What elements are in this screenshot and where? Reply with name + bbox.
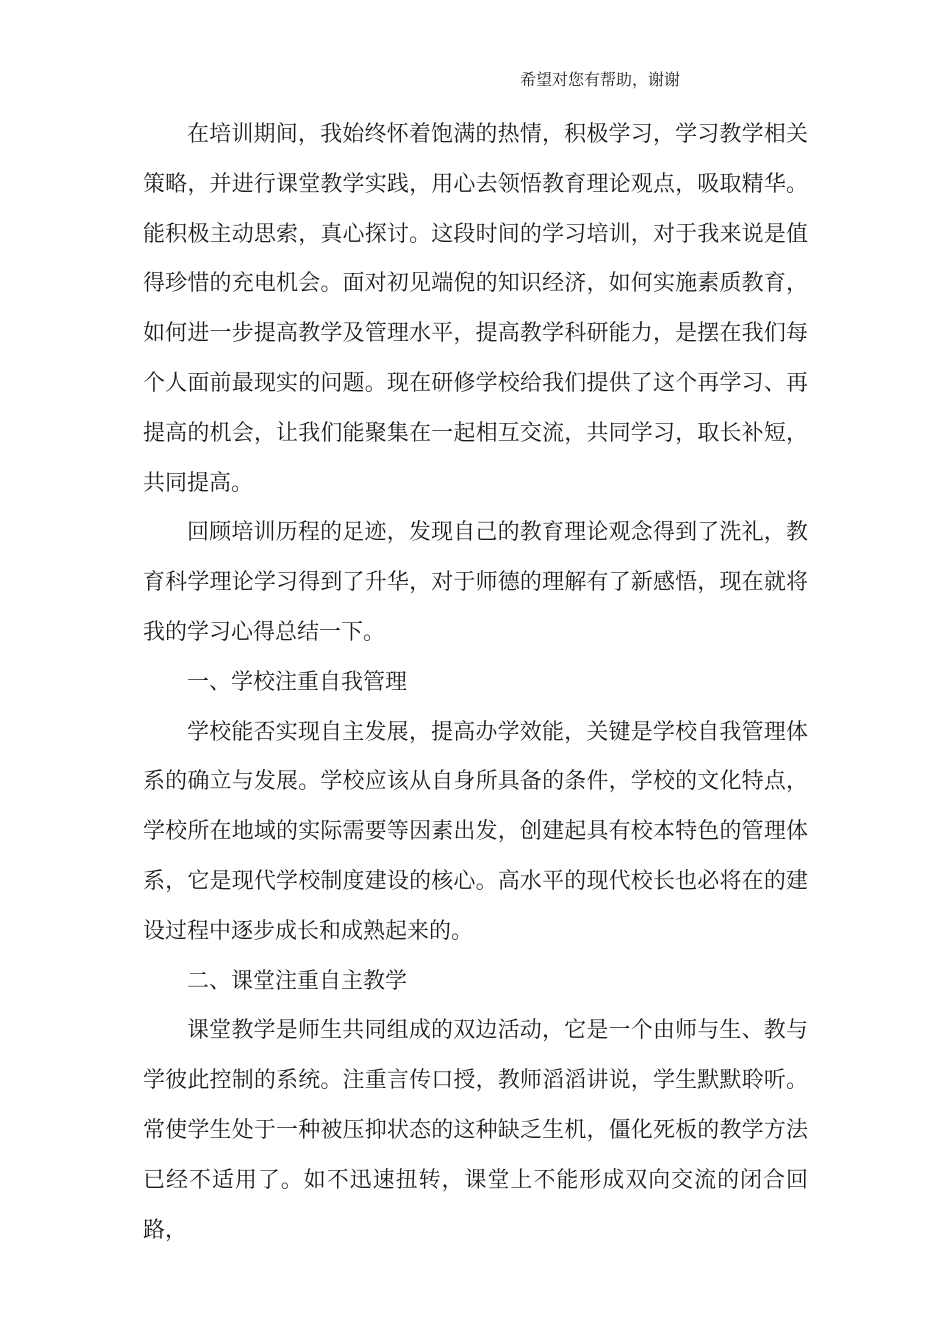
header-note: 希望对您有帮助，谢谢 <box>520 70 681 89</box>
paragraph-self-management: 学校能否实现自主发展，提高办学效能，关键是学校自我管理体系的确立与发展。学校应该从自身所具备的条件，学校的文化特点，学校所在地域的实际需要等因素出发，创建起具有校本特色的管理体系，它是现代学校制度建设的核心。高水平的现代校长也必将在的建设过程中逐步成长和成熟起来的。 <box>143 719 808 944</box>
section-heading-self-management: 一、学校注重自我管理 <box>187 669 408 695</box>
paragraph-training-period: 在培训期间，我始终怀着饱满的热情，积极学习，学习教学相关策略，并进行课堂教学实践，用心去领悟教育理论观点，吸取精华。能积极主动思索，真心探讨。这段时间的学习培训，对于我来说是值得珍惜的充电机会。面对初见端倪的知识经济，如何实施素质教育，如何进一步提高教学及管理水平，提高教学科研能力，是摆在我们每个人面前最现实的问题。现在研修学校给我们提供了这个再学习、再提高的机会，让我们能聚集在一起相互交流，共同学习，取长补短，共同提高。 <box>143 122 808 496</box>
section-heading-autonomous-teaching: 二、课堂注重自主教学 <box>187 968 408 994</box>
paragraph-classroom-teaching: 课堂教学是师生共同组成的双边活动，它是一个由师与生、教与学彼此控制的系统。注重言传口授，教师滔滔讲说，学生默默聆听。常使学生处于一种被压抑状态的这种缺乏生机，僵化死板的教学方法已经不适用了。如不迅速扭转，课堂上不能形成双向交流的闭合回路， <box>143 1018 808 1243</box>
document-body <box>143 110 808 1255</box>
paragraph-review: 回顾培训历程的足迹，发现自己的教育理论观念得到了洗礼，教育科学理论学习得到了升华，对于师德的理解有了新感悟，现在就将我的学习心得总结一下。 <box>143 520 808 645</box>
